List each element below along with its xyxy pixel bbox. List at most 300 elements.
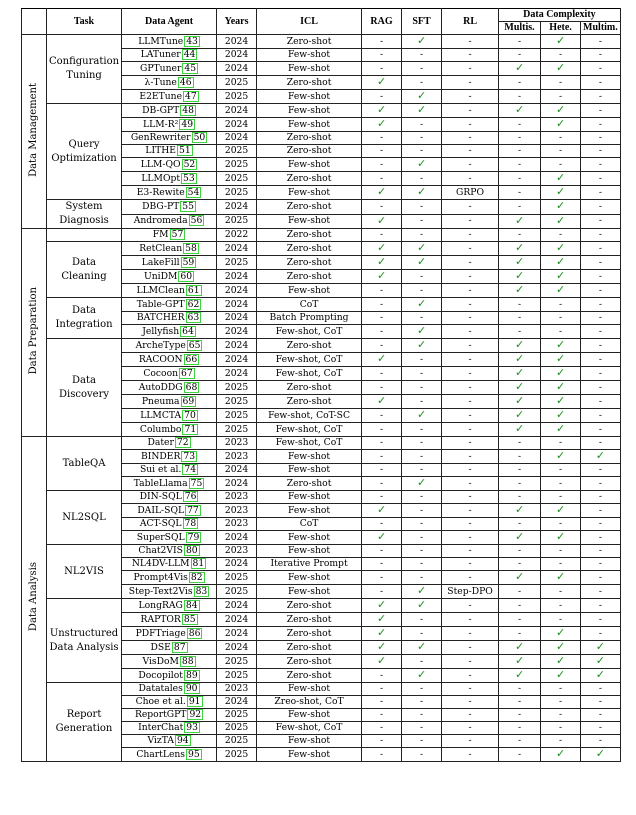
citation-ref: 69	[182, 395, 195, 407]
multim-cell: -	[581, 696, 621, 709]
agent-cell	[122, 186, 217, 200]
multis-cell: -	[499, 683, 541, 696]
years-cell: 2025	[217, 145, 257, 158]
table-row	[22, 339, 621, 353]
header-sft: SFT	[402, 9, 442, 35]
check-icon: ✓	[555, 283, 566, 296]
years-cell: 2024	[217, 298, 257, 312]
years-cell: 2025	[217, 395, 257, 409]
sft-cell	[402, 599, 442, 613]
check-icon: ✓	[376, 626, 387, 639]
hete-cell: -	[541, 518, 581, 531]
check-icon: ✓	[555, 640, 566, 653]
icl-cell: Zero-shot	[257, 229, 362, 242]
sft-cell: -	[402, 172, 442, 186]
agent-cell	[122, 627, 217, 641]
rl-cell: -	[442, 709, 499, 722]
hete-cell	[541, 409, 581, 423]
rl-cell: -	[442, 518, 499, 531]
sft-cell	[402, 641, 442, 655]
multis-cell	[499, 256, 541, 270]
hete-cell: -	[541, 229, 581, 242]
multis-cell: -	[499, 696, 541, 709]
task-cell: Unstructured Data Analysis	[47, 599, 122, 683]
sft-cell	[402, 585, 442, 599]
check-icon: ✓	[416, 255, 427, 268]
icl-cell: Zero-shot	[257, 270, 362, 284]
years-cell: 2024	[217, 35, 257, 49]
icl-cell: Few-shot	[257, 118, 362, 132]
years-cell: 2023	[217, 518, 257, 531]
sft-cell: -	[402, 709, 442, 722]
multis-cell: -	[499, 35, 541, 49]
hete-cell	[541, 62, 581, 76]
sft-cell: -	[402, 558, 442, 571]
agent-cell	[122, 735, 217, 748]
icl-cell: Few-shot	[257, 735, 362, 748]
multis-cell: -	[499, 172, 541, 186]
multim-cell: -	[581, 571, 621, 585]
check-icon: ✓	[555, 185, 566, 198]
hete-cell: -	[541, 545, 581, 558]
group-label-cell	[22, 229, 47, 437]
sft-cell: -	[402, 381, 442, 395]
agent-cell	[122, 683, 217, 696]
icl-cell: Zero-shot	[257, 627, 362, 641]
sft-cell: -	[402, 200, 442, 215]
icl-cell: Few-shot, CoT	[257, 437, 362, 450]
icl-cell: Zero-shot	[257, 172, 362, 186]
sft-cell: -	[402, 270, 442, 284]
icl-cell: Few-shot	[257, 214, 362, 229]
task-cell	[47, 229, 122, 242]
agent-name: BINDER	[140, 450, 181, 462]
rl-cell: -	[442, 284, 499, 298]
agent-cell	[122, 172, 217, 186]
rag-cell: -	[362, 437, 402, 450]
agent-name: UniDM	[144, 270, 178, 282]
agent-cell	[122, 613, 217, 627]
agent-name: Pneuma	[141, 395, 180, 407]
rl-cell: -	[442, 90, 499, 104]
rl-cell: -	[442, 531, 499, 545]
agent-cell	[122, 696, 217, 709]
multis-cell	[499, 571, 541, 585]
multis-cell: -	[499, 477, 541, 491]
multim-cell: -	[581, 613, 621, 627]
rag-cell	[362, 655, 402, 669]
multim-cell: -	[581, 735, 621, 748]
rag-cell	[362, 270, 402, 284]
rl-cell: -	[442, 200, 499, 215]
rl-cell: -	[442, 655, 499, 669]
rag-cell	[362, 353, 402, 367]
multim-cell: -	[581, 76, 621, 90]
header-group	[22, 9, 47, 35]
check-icon: ✓	[416, 89, 427, 102]
agent-name: LLM-QO	[140, 158, 181, 170]
check-icon: ✓	[555, 199, 566, 213]
check-icon: ✓	[514, 269, 525, 282]
hete-cell	[541, 270, 581, 284]
rl-cell: -	[442, 641, 499, 655]
citation-ref: 50	[193, 132, 206, 143]
multim-cell: -	[581, 145, 621, 158]
multis-cell: -	[499, 325, 541, 339]
years-cell: 2023	[217, 491, 257, 504]
rl-cell: -	[442, 35, 499, 49]
rag-cell: -	[362, 132, 402, 145]
multis-cell: -	[499, 709, 541, 722]
rag-cell: -	[362, 229, 402, 242]
check-icon: ✓	[555, 747, 566, 760]
sft-cell	[402, 477, 442, 491]
icl-cell: Batch Prompting	[257, 312, 362, 325]
icl-cell: Zero-shot	[257, 35, 362, 49]
years-cell: 2024	[217, 367, 257, 381]
citation-ref: 73	[183, 450, 196, 462]
rag-cell	[362, 214, 402, 229]
multis-cell	[499, 641, 541, 655]
task-cell: Data Cleaning	[47, 242, 122, 298]
rag-cell	[362, 641, 402, 655]
rl-cell: -	[442, 270, 499, 284]
check-icon: ✓	[595, 654, 606, 667]
multim-cell: -	[581, 35, 621, 49]
agent-name: Datatales	[138, 683, 183, 694]
agent-name: DAIL-SQL	[137, 504, 185, 516]
hete-cell: -	[541, 298, 581, 312]
rag-cell	[362, 242, 402, 256]
check-icon: ✓	[376, 530, 387, 543]
check-icon: ✓	[416, 408, 427, 421]
rag-cell: -	[362, 464, 402, 477]
sft-cell	[402, 669, 442, 683]
check-icon: ✓	[555, 117, 566, 130]
years-cell: 2025	[217, 735, 257, 748]
agent-name: Choe et al.	[135, 696, 186, 707]
agent-name: PDFTriage	[135, 627, 186, 639]
years-cell: 2025	[217, 186, 257, 200]
hete-cell: -	[541, 90, 581, 104]
rl-cell: -	[442, 312, 499, 325]
citation-ref: 74	[184, 464, 197, 475]
hete-cell	[541, 353, 581, 367]
years-cell: 2023	[217, 504, 257, 518]
multis-cell	[499, 104, 541, 118]
hete-cell: -	[541, 145, 581, 158]
hete-cell	[541, 395, 581, 409]
agent-name: λ-Tune	[144, 76, 177, 88]
multis-cell: -	[499, 735, 541, 748]
agent-name: ArcheType	[135, 339, 186, 351]
icl-cell: Zreo-shot, CoT	[257, 696, 362, 709]
rl-cell: -	[442, 722, 499, 735]
citation-ref: 87	[173, 641, 186, 653]
check-icon: ✓	[555, 352, 566, 365]
hete-cell: -	[541, 599, 581, 613]
hete-cell: -	[541, 464, 581, 477]
task-cell: Report Generation	[47, 683, 122, 762]
agent-name: ACT-SQL	[139, 518, 182, 529]
icl-cell: Zero-shot	[257, 76, 362, 90]
years-cell: 2024	[217, 284, 257, 298]
hete-cell: -	[541, 158, 581, 172]
rl-cell: -	[442, 104, 499, 118]
multis-cell: -	[499, 229, 541, 242]
icl-cell: Few-shot	[257, 531, 362, 545]
rag-cell: -	[362, 200, 402, 215]
multis-cell	[499, 367, 541, 381]
rag-cell: -	[362, 748, 402, 762]
multim-cell: -	[581, 325, 621, 339]
citation-ref: 85	[183, 613, 196, 625]
multim-cell: -	[581, 132, 621, 145]
agent-cell	[122, 158, 217, 172]
sft-cell: -	[402, 571, 442, 585]
years-cell: 2024	[217, 477, 257, 491]
multim-cell	[581, 641, 621, 655]
agent-name: Step-Text2Vis	[128, 585, 193, 597]
icl-cell: Zero-shot	[257, 132, 362, 145]
citation-ref: 55	[182, 200, 194, 212]
citation-ref: 81	[192, 558, 205, 569]
agent-name: E3-Rewite	[136, 186, 185, 198]
years-cell: 2024	[217, 49, 257, 62]
multim-cell: -	[581, 585, 621, 599]
task-cell: NL2SQL	[47, 491, 122, 545]
citation-ref: 65	[188, 339, 201, 351]
sft-cell: -	[402, 450, 442, 464]
agent-name: NL4DV-LLM	[131, 558, 190, 569]
citation-ref: 72	[176, 437, 189, 448]
hete-cell	[541, 284, 581, 298]
agent-name: Dater	[147, 437, 174, 448]
multis-cell	[499, 339, 541, 353]
multis-cell: -	[499, 312, 541, 325]
hete-cell: -	[541, 722, 581, 735]
icl-cell: Few-shot	[257, 571, 362, 585]
rl-cell: -	[442, 464, 499, 477]
agent-name: SuperSQL	[136, 531, 185, 543]
task-cell: Data Integration	[47, 298, 122, 339]
sft-cell: -	[402, 683, 442, 696]
check-icon: ✓	[595, 668, 606, 681]
sft-cell	[402, 325, 442, 339]
citation-ref: 52	[183, 158, 196, 170]
rag-cell: -	[362, 571, 402, 585]
citation-ref: 58	[185, 242, 197, 254]
agent-name: InterChat	[138, 722, 184, 733]
agent-cell	[122, 585, 217, 599]
multim-cell: -	[581, 229, 621, 242]
hete-cell: -	[541, 735, 581, 748]
citation-ref: 46	[179, 76, 192, 88]
rl-cell: -	[442, 132, 499, 145]
multim-cell: -	[581, 491, 621, 504]
hete-cell	[541, 104, 581, 118]
agent-cell	[122, 641, 217, 655]
multis-cell: -	[499, 585, 541, 599]
rag-cell: -	[362, 325, 402, 339]
table-row	[22, 229, 621, 242]
agent-name: Jellyfish	[142, 325, 180, 337]
check-icon: ✓	[555, 241, 566, 254]
citation-ref: 71	[184, 423, 197, 435]
multim-cell: -	[581, 284, 621, 298]
multis-cell	[499, 381, 541, 395]
citation-ref: 43	[186, 35, 198, 47]
check-icon: ✓	[555, 61, 566, 74]
multim-cell: -	[581, 395, 621, 409]
rl-cell: -	[442, 437, 499, 450]
multis-cell: -	[499, 545, 541, 558]
sft-cell: -	[402, 531, 442, 545]
sft-cell: -	[402, 504, 442, 518]
multis-cell	[499, 353, 541, 367]
years-cell: 2024	[217, 613, 257, 627]
years-cell: 2024	[217, 599, 257, 613]
header-rag: RAG	[362, 9, 402, 35]
rl-cell: -	[442, 172, 499, 186]
check-icon: ✓	[595, 747, 606, 760]
check-icon: ✓	[416, 34, 427, 47]
multim-cell: -	[581, 90, 621, 104]
rl-cell: -	[442, 395, 499, 409]
header-hete: Hete.	[541, 22, 581, 35]
rag-cell: -	[362, 284, 402, 298]
sft-cell	[402, 90, 442, 104]
multis-cell	[499, 504, 541, 518]
header-data-complexity: Data Complexity	[499, 9, 621, 22]
check-icon: ✓	[555, 394, 566, 407]
citation-ref: 78	[184, 518, 197, 529]
agent-cell	[122, 104, 217, 118]
rl-cell: -	[442, 558, 499, 571]
years-cell: 2025	[217, 585, 257, 599]
agent-cell	[122, 558, 217, 571]
citation-ref: 95	[188, 748, 200, 760]
hete-cell: -	[541, 709, 581, 722]
check-icon: ✓	[514, 408, 525, 421]
agent-name: Prompt4Vis	[133, 571, 188, 583]
group-label-cell	[22, 437, 47, 762]
sft-cell: -	[402, 145, 442, 158]
icl-cell: Zero-shot	[257, 200, 362, 215]
check-icon: ✓	[555, 338, 566, 351]
sft-cell	[402, 104, 442, 118]
rl-cell: GRPO	[442, 186, 499, 200]
check-icon: ✓	[376, 503, 387, 516]
agent-cell	[122, 531, 217, 545]
check-icon: ✓	[555, 171, 566, 184]
agent-name: RACOON	[138, 353, 183, 365]
rag-cell	[362, 104, 402, 118]
hete-cell: -	[541, 325, 581, 339]
icl-cell: Few-shot	[257, 90, 362, 104]
agent-cell	[122, 571, 217, 585]
rag-cell: -	[362, 409, 402, 423]
years-cell: 2024	[217, 464, 257, 477]
rag-cell: -	[362, 585, 402, 599]
years-cell: 2024	[217, 558, 257, 571]
table-row	[22, 491, 621, 504]
icl-cell: Few-shot	[257, 158, 362, 172]
multis-cell: -	[499, 132, 541, 145]
agent-cell	[122, 145, 217, 158]
years-cell: 2024	[217, 641, 257, 655]
multis-cell	[499, 531, 541, 545]
check-icon: ✓	[416, 668, 427, 681]
agent-cell	[122, 545, 217, 558]
check-icon: ✓	[555, 214, 566, 227]
rl-cell: Step-DPO	[442, 585, 499, 599]
citation-ref: 82	[190, 571, 203, 583]
agent-cell	[122, 477, 217, 491]
icl-cell: Few-shot	[257, 491, 362, 504]
group-label-cell	[22, 35, 47, 229]
multis-cell: -	[499, 722, 541, 735]
sft-cell: -	[402, 722, 442, 735]
rl-cell: -	[442, 118, 499, 132]
table-row	[22, 242, 621, 256]
agent-cell	[122, 35, 217, 49]
rl-cell: -	[442, 409, 499, 423]
icl-cell: Few-shot	[257, 504, 362, 518]
check-icon: ✓	[555, 269, 566, 282]
check-icon: ✓	[376, 654, 387, 667]
rl-cell: -	[442, 423, 499, 437]
hete-cell	[541, 242, 581, 256]
rl-cell: -	[442, 504, 499, 518]
agent-cell	[122, 599, 217, 613]
group-label: Data Analysis	[28, 562, 39, 632]
agent-cell	[122, 76, 217, 90]
agent-name: GPTuner	[140, 62, 182, 74]
check-icon: ✓	[514, 283, 525, 296]
multim-cell: -	[581, 381, 621, 395]
icl-cell: Few-shot	[257, 683, 362, 696]
agent-name: Table-GPT	[136, 298, 185, 310]
rag-cell: -	[362, 518, 402, 531]
agent-cell	[122, 437, 217, 450]
sft-cell: -	[402, 214, 442, 229]
years-cell: 2024	[217, 104, 257, 118]
rl-cell: -	[442, 450, 499, 464]
header-icl: ICL	[257, 9, 362, 35]
rag-cell: -	[362, 172, 402, 186]
rl-cell: -	[442, 339, 499, 353]
agent-name: VizTA	[147, 735, 174, 746]
task-cell: NL2VIS	[47, 545, 122, 599]
sft-cell: -	[402, 613, 442, 627]
multis-cell: -	[499, 613, 541, 627]
agent-cell	[122, 367, 217, 381]
sft-cell: -	[402, 437, 442, 450]
years-cell: 2025	[217, 381, 257, 395]
rag-cell: -	[362, 558, 402, 571]
rag-cell	[362, 118, 402, 132]
agent-name: LITHE	[145, 145, 176, 156]
sft-cell: -	[402, 735, 442, 748]
check-icon: ✓	[514, 654, 525, 667]
citation-ref: 76	[184, 491, 197, 502]
rag-cell: -	[362, 35, 402, 49]
years-cell: 2025	[217, 76, 257, 90]
agent-name: TableLlama	[133, 477, 188, 489]
hete-cell	[541, 423, 581, 437]
agent-name: ChartLens	[136, 748, 186, 760]
